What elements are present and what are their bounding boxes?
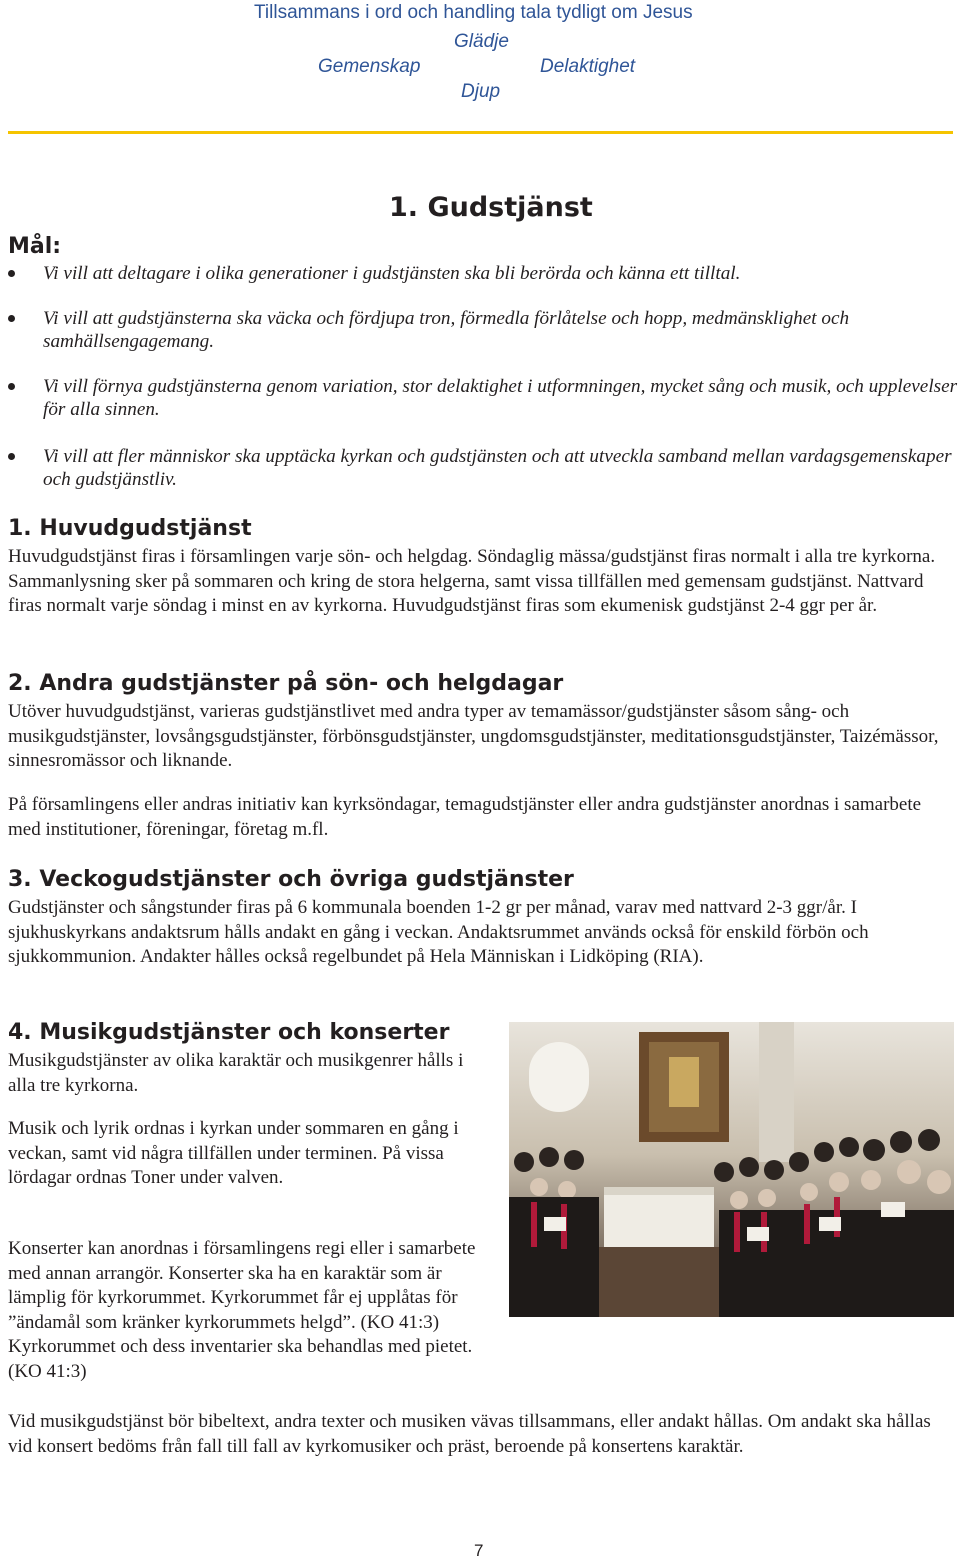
section-heading-veckogudstjanster: 3. Veckogudstjänster och övriga gudstjänster: [8, 867, 574, 892]
section-paragraph: På församlingens eller andras initiativ kan kyrksöndagar, temagudstjänster eller andra gudstjänster anordnas i samarbete med institutioner, föreningar, företag m.fl.: [8, 794, 922, 840]
header-divider: [8, 131, 953, 134]
goal-item: Vi vill att gudstjänsterna ska väcka och fördjupa tron, förmedla förlåtelse och hopp, medmänsklighet och samhällsengagemang.: [43, 308, 850, 352]
goal-item: Vi vill att deltagare i olika generationer i gudstjänsten ska bli berörda och känna ett tilltal.: [43, 263, 741, 284]
section-heading-musikgudstjanster: 4. Musikgudstjänster och konserter: [8, 1020, 450, 1045]
section-heading-huvudgudstjanst: 1. Huvudgudstjänst: [8, 516, 252, 541]
section-paragraph: Utöver huvudgudstjänst, varieras gudstjänstlivet med andra typer av temamässor/gudstjänster såsom sång- och musikgudstjänster, lovsångsgudstjänster, förbönsgudstjänster, ungdomsgudstjänster, meditationsgudstjänster, Taizémässor, sinnesromässor och liknande.: [8, 701, 939, 771]
goal-item: Vi vill att fler människor ska upptäcka kyrkan och gudstjänsten och att utveckla samband mellan vardagsgemenskaper och gudstjänstliv.: [43, 446, 952, 490]
page-number: 7: [474, 1541, 484, 1560]
header-word-gemenskap: Gemenskap: [318, 56, 421, 77]
goal-item: Vi vill förnya gudstjänsterna genom variation, stor delaktighet i utformningen, mycket sång och musik, och upplevelser för alla sinnen.: [43, 376, 958, 420]
goal-bullet: [8, 453, 15, 460]
goal-bullet: [8, 315, 15, 322]
goal-bullet: [8, 383, 15, 390]
section-paragraph: Gudstjänster och sångstunder firas på 6 kommunala boenden 1-2 gr per månad, varav med nattvard 2-3 ggr/år. I sjukhuskyrkans andaktsrum hålls andakt en gång i veckan. Andaktsrummet används också för enskild förbön och sjukkommunion. Andakter hålles också regelbundet på Hela Människan i Lidköping (RIA).: [8, 897, 869, 967]
section-paragraph: Konserter kan anordnas i församlingens regi eller i samarbete med annan arrangör. Konserter ska ha en karaktär som är lämplig för kyrkorummet. Kyrkorummet får ej upplåtas för ”ändamål som kränker kyrkorummets helgd”. (KO 41:3) Kyrkorummet och dess inventarier ska behandlas med pietet. (KO 41:3): [8, 1238, 476, 1382]
page-title: 1. Gudstjänst: [389, 192, 593, 223]
header-word-gladje: Glädje: [454, 31, 509, 52]
goals-label: Mål:: [8, 234, 62, 259]
section-paragraph: Musikgudstjänster av olika karaktär och musikgenrer hålls i alla tre kyrkorna.: [8, 1050, 464, 1096]
choir-photo: [509, 1022, 954, 1317]
header-word-delaktighet: Delaktighet: [540, 56, 636, 77]
section-heading-andra-gudstjanster: 2. Andra gudstjänster på sön- och helgdagar: [8, 671, 564, 696]
section-paragraph: Vid musikgudstjänst bör bibeltext, andra texter och musiken vävas tillsammans, eller andakt hållas. Om andakt ska hållas vid konsert bedöms från fall till fall av kyrkomusiker och präst, beroende på konsertens karaktär.: [8, 1411, 931, 1457]
section-paragraph: Huvudgudstjänst firas i församlingen varje sön- och helgdag. Söndaglig mässa/gudstjänst firas normalt i alla tre kyrkorna. Sammanlysning sker på sommaren och kring de stora helgerna, samt vissa tillfällen med gemensam gudstjänst. Nattvard firas normalt varje söndag i minst en av kyrkorna. Huvudgudstjänst firas som ekumenisk gudstjänst 2-4 ggr per år.: [8, 546, 936, 616]
section-paragraph: Musik och lyrik ordnas i kyrkan under sommaren en gång i veckan, samt vid några tillfällen under terminen. På vissa lördagar ordnas Toner under valven.: [8, 1118, 459, 1188]
choir-photo-illustration: [509, 1022, 954, 1317]
goal-bullet: [8, 270, 15, 277]
header-title: Tillsammans i ord och handling tala tydligt om Jesus: [254, 2, 693, 23]
header-word-djup: Djup: [461, 81, 501, 102]
